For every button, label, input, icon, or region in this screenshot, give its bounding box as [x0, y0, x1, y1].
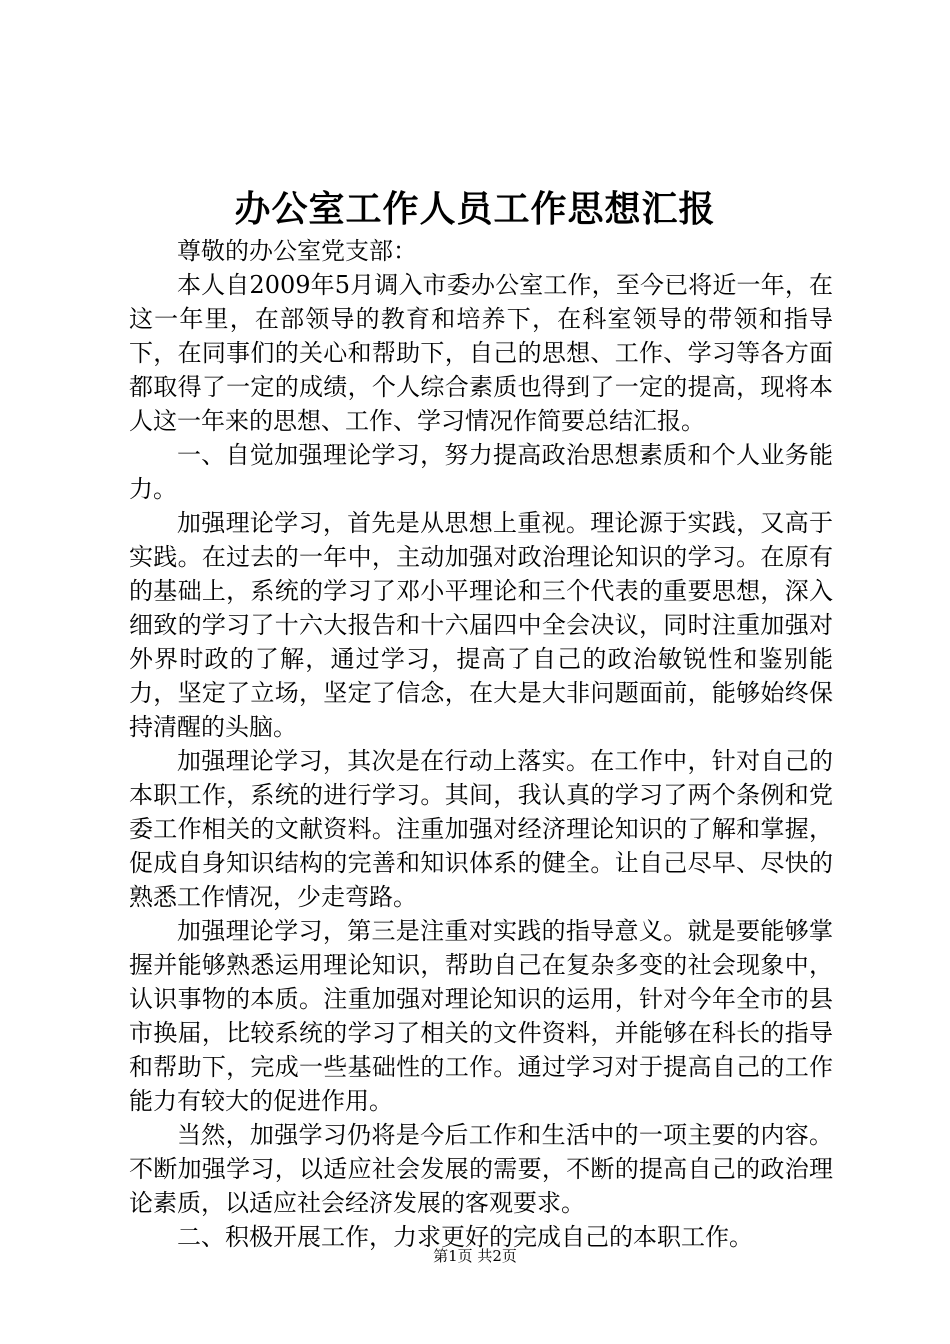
paragraph: 当然，加强学习仍将是今后工作和生活中的一项主要的内容。不断加强学习，以适应社会发展的需要，不断的提高自己的政治理论素质，以适应社会经济发展的客观要求。: [129, 1121, 833, 1217]
salutation: 尊敬的办公室党支部：: [177, 237, 417, 265]
document-body: [129, 234, 833, 1254]
paragraph: 加强理论学习，第三是注重对实践的指导意义。就是要能够掌握并能够熟悉运用理论知识，帮助自己在复杂多变的社会现象中，认识事物的本质。注重加强对理论知识的运用，针对今年全市的县市换届，比较系统的学习了相关的文件资料，并能够在科长的指导和帮助下，完成一些基础性的工作。通过学习对于提高自己的工作能力有较大的促进作用。: [129, 917, 833, 1115]
section-heading-2: 二、积极开展工作，力求更好的完成自己的本职工作。: [177, 1223, 753, 1251]
section-heading-1: 一、自觉加强理论学习，努力提高政治思想素质和个人业务能力。: [129, 441, 833, 503]
paragraph: 加强理论学习，其次是在行动上落实。在工作中，针对自己的本职工作，系统的进行学习。其间，我认真的学习了两个条例和党委工作相关的文献资料。注重加强对经济理论知识的了解和掌握，促成自身知识结构的完善和知识体系的健全。让自己尽早、尽快的熟悉工作情况，少走弯路。: [129, 747, 833, 911]
paragraph-intro: 本人自2009年5月调入市委办公室工作，至今已将近一年，在这一年里，在部领导的教育和培养下，在科室领导的带领和指导下，在同事们的关心和帮助下，自己的思想、工作、学习等各方面都取得了一定的成绩，个人综合素质也得到了一定的提高，现将本人这一年来的思想、工作、学习情况作简要总结汇报。: [129, 271, 833, 435]
document-title: 办公室工作人员工作思想汇报: [234, 188, 716, 230]
page-number-footer: 第1页 共2页: [433, 1247, 517, 1265]
paragraph: 加强理论学习，首先是从思想上重视。理论源于实践，又高于实践。在过去的一年中，主动加强对政治理论知识的学习。在原有的基础上，系统的学习了邓小平理论和三个代表的重要思想，深入细致的学习了十六大报告和十六届四中全会决议，同时注重加强对外界时政的了解，通过学习，提高了自己的政治敏锐性和鉴别能力，坚定了立场，坚定了信念，在大是大非问题面前，能够始终保持清醒的头脑。: [129, 509, 833, 741]
